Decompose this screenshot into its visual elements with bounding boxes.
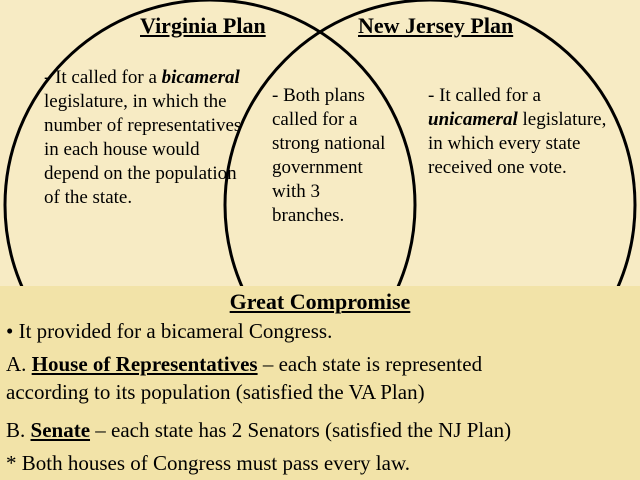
item-b-line <box>6 418 511 443</box>
virginia-plan-title: Virginia Plan <box>140 13 266 38</box>
nj-suffix: legislature, in which every state received one vote. <box>428 109 607 178</box>
item-a-marker: A. <box>6 352 27 376</box>
shared-description <box>272 84 392 228</box>
nj-prefix: - It called for a <box>428 85 541 106</box>
virginia-suffix: legislature, in which the number of representatives in each house would depend on the population of the state. <box>44 91 242 208</box>
bullet-text: It provided for a bicameral Congress. <box>18 319 333 343</box>
item-a-line2: according to its population (satisfied the VA Plan) <box>6 380 425 404</box>
senate-term: Senate <box>30 418 91 442</box>
shared-text: - Both plans called for a strong national government with 3 branches. <box>272 85 386 226</box>
virginia-prefix: - It called for a <box>44 67 157 88</box>
great-compromise-title: Great Compromise <box>229 289 411 314</box>
item-b-rest: – each state has 2 Senators (satisfied the NJ Plan) <box>95 418 512 442</box>
bullet-marker: • <box>6 319 14 343</box>
note-line <box>6 451 410 476</box>
note-text: Both houses of Congress must pass every law. <box>21 451 411 475</box>
virginia-plan-description <box>44 66 249 210</box>
item-a-line1 <box>6 352 482 377</box>
item-b-marker: B. <box>6 418 26 442</box>
compromise-bullet <box>6 319 332 344</box>
note-marker: * <box>6 451 17 475</box>
bicameral-term: bicameral <box>161 67 240 88</box>
house-of-representatives-term: House of Representatives <box>31 352 258 376</box>
unicameral-term: unicameral <box>428 109 518 130</box>
new-jersey-plan-description <box>428 84 608 180</box>
item-a-rest: – each state is represented <box>262 352 483 376</box>
new-jersey-plan-title: New Jersey Plan <box>358 13 514 38</box>
